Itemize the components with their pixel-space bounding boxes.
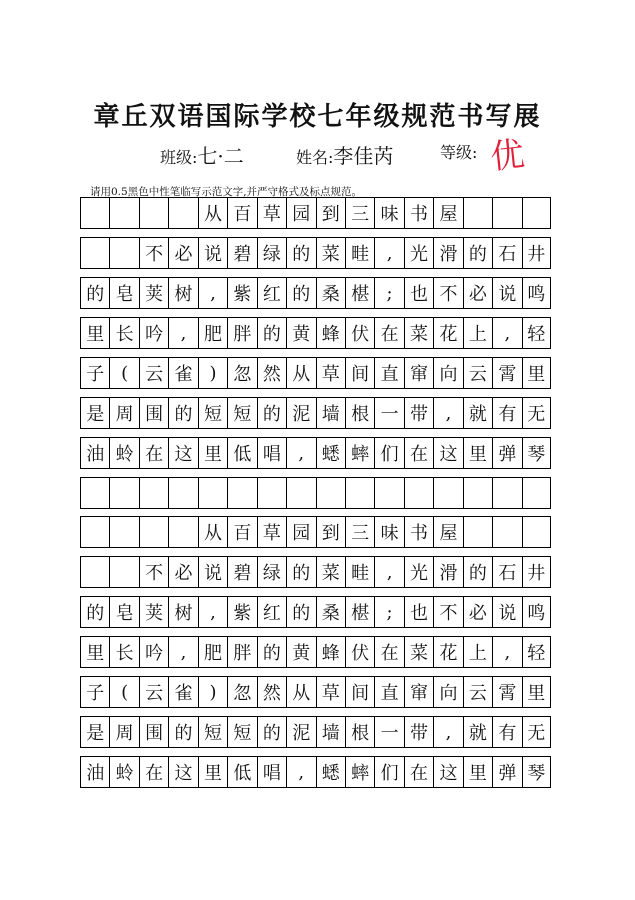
grid-cell: 绿 (257, 557, 286, 587)
grid-cell: 园 (286, 198, 315, 228)
grid-cell: 低 (227, 757, 256, 787)
grid-cell: 油 (80, 438, 109, 468)
grid-cell: 的 (286, 557, 315, 587)
instruction-text: 请用0.5黑色中性笔临写示范文字,并严守格式及标点规范。 (90, 186, 363, 198)
grid-cell: 的 (463, 238, 492, 268)
grid-cell: 轻 (522, 637, 551, 667)
grid-cell: , (168, 318, 197, 348)
grid-cell: 味 (374, 198, 403, 228)
grid-cell: 是 (80, 398, 109, 428)
grid-text-row (80, 756, 551, 788)
grid-cell: 上 (463, 318, 492, 348)
grid-text-row (80, 237, 551, 269)
grid-cell: 的 (463, 557, 492, 587)
grid-cell: 树 (168, 597, 197, 627)
grid-cell (463, 198, 492, 228)
grid-cell: 不 (139, 238, 168, 268)
grid-cell: 蛉 (109, 757, 138, 787)
name-label: 姓名: (296, 148, 334, 167)
grid-cell: 有 (492, 398, 521, 428)
grid-cell: 屋 (433, 198, 462, 228)
grid-cell: 也 (404, 597, 433, 627)
grid-text-row (80, 317, 551, 349)
grid-cell: 蜂 (316, 637, 345, 667)
grid-cell: 然 (257, 358, 286, 388)
grid-cell: 必 (463, 278, 492, 308)
grid-cell: 的 (286, 597, 315, 627)
grid-cell (109, 517, 138, 547)
grid-cell: 屋 (433, 517, 462, 547)
grid-cell: 滑 (433, 238, 462, 268)
grid-cell: 百 (227, 198, 256, 228)
grid-cell: 有 (492, 717, 521, 747)
grid-blank-row (80, 477, 551, 509)
grid-cell: 上 (463, 637, 492, 667)
grid-cell: 鸣 (522, 278, 551, 308)
grid-cell: 的 (286, 278, 315, 308)
grid-cell: 琴 (522, 438, 551, 468)
grid-text-row (80, 556, 551, 588)
grade-mark: 优 (488, 134, 527, 178)
grid-cell: 里 (463, 757, 492, 787)
grid-cell: 吟 (139, 318, 168, 348)
grid-cell: 里 (463, 438, 492, 468)
grid-cell: 墙 (316, 717, 345, 747)
grid-cell (522, 198, 551, 228)
grid-cell: 唱 (257, 757, 286, 787)
grid-cell: 从 (198, 198, 227, 228)
grid-cell: 弹 (492, 438, 521, 468)
grid-cell: 从 (286, 677, 315, 707)
grid-cell: 这 (433, 757, 462, 787)
grid-cell: 肥 (198, 318, 227, 348)
grid-cell: 蟋 (316, 757, 345, 787)
grid-cell: 花 (433, 637, 462, 667)
grid-cell (80, 557, 109, 587)
grid-cell: 百 (227, 517, 256, 547)
grid-cell: 里 (198, 757, 227, 787)
grid-cell: 荚 (139, 278, 168, 308)
grid-cell: 说 (198, 238, 227, 268)
grid-cell: 紫 (227, 278, 256, 308)
grid-cell: 忽 (227, 677, 256, 707)
grid-cell: 短 (227, 717, 256, 747)
grid-cell (227, 478, 256, 508)
grid-text-row (80, 277, 551, 309)
grid-cell: 直 (374, 358, 403, 388)
grid-cell: 红 (257, 597, 286, 627)
grid-cell (404, 478, 433, 508)
grid-cell: 直 (374, 677, 403, 707)
grid-cell (168, 198, 197, 228)
grid-cell: 从 (286, 358, 315, 388)
grid-cell: 雀 (168, 358, 197, 388)
grid-cell (139, 478, 168, 508)
writing-grid-model (80, 197, 551, 517)
grid-text-row (80, 636, 551, 668)
grid-cell: 周 (109, 717, 138, 747)
grid-cell: , (168, 637, 197, 667)
grid-cell: 绿 (257, 238, 286, 268)
grid-cell: 的 (257, 318, 286, 348)
grid-cell: 间 (345, 677, 374, 707)
grid-text-row (80, 716, 551, 748)
grid-cell: 红 (257, 278, 286, 308)
grid-cell: 琴 (522, 757, 551, 787)
grid-cell: 在 (139, 757, 168, 787)
grid-cell (492, 517, 521, 547)
grid-cell (80, 478, 109, 508)
grid-cell: 紫 (227, 597, 256, 627)
grid-cell: 低 (227, 438, 256, 468)
grid-cell: 草 (257, 517, 286, 547)
grid-cell: 然 (257, 677, 286, 707)
grid-cell: 长 (109, 318, 138, 348)
grid-cell (522, 478, 551, 508)
grid-cell: 短 (198, 717, 227, 747)
grid-cell: 周 (109, 398, 138, 428)
class-label: 班级: (160, 148, 198, 167)
grid-cell (522, 517, 551, 547)
grid-cell (286, 478, 315, 508)
grid-cell: 滑 (433, 557, 462, 587)
grid-cell (80, 198, 109, 228)
grid-cell: , (492, 637, 521, 667)
grid-cell (257, 478, 286, 508)
grid-cell: 子 (80, 677, 109, 707)
grid-cell: 的 (168, 398, 197, 428)
grid-cell: 三 (345, 198, 374, 228)
grid-cell: 荚 (139, 597, 168, 627)
grid-cell: 窜 (404, 677, 433, 707)
grid-cell: , (198, 278, 227, 308)
grid-cell (80, 238, 109, 268)
grid-cell: 不 (433, 278, 462, 308)
grid-cell: 云 (139, 358, 168, 388)
grid-cell: 伏 (345, 637, 374, 667)
grid-cell: 唱 (257, 438, 286, 468)
grid-cell: 必 (168, 557, 197, 587)
grid-cell (374, 478, 403, 508)
grid-cell: 味 (374, 517, 403, 547)
grid-cell: 霄 (492, 677, 521, 707)
grid-cell: 无 (522, 398, 551, 428)
grid-cell: 短 (227, 398, 256, 428)
grade-label: 等级: (440, 143, 478, 162)
grid-cell: 间 (345, 358, 374, 388)
grid-cell: 说 (492, 597, 521, 627)
grid-cell: 蜂 (316, 318, 345, 348)
grid-cell: 们 (374, 757, 403, 787)
grid-cell: 在 (404, 438, 433, 468)
grid-cell: 的 (257, 398, 286, 428)
grid-cell (168, 517, 197, 547)
grid-cell: 皂 (109, 278, 138, 308)
grid-cell: 这 (168, 438, 197, 468)
grid-cell: 的 (168, 717, 197, 747)
grid-cell: 菜 (404, 318, 433, 348)
grid-cell: 泥 (286, 398, 315, 428)
grid-cell (198, 478, 227, 508)
grid-cell (139, 517, 168, 547)
grid-cell: 书 (404, 517, 433, 547)
grid-cell: , (433, 717, 462, 747)
grid-cell: 一 (374, 717, 403, 747)
grid-cell: 里 (522, 677, 551, 707)
grid-cell (492, 198, 521, 228)
grid-cell: 不 (139, 557, 168, 587)
grid-cell: 根 (345, 717, 374, 747)
grid-cell: 菜 (316, 557, 345, 587)
grid-cell: 椹 (345, 597, 374, 627)
grid-cell: 无 (522, 717, 551, 747)
grid-cell: 在 (139, 438, 168, 468)
grid-cell: 菜 (316, 238, 345, 268)
grid-cell: 石 (492, 557, 521, 587)
grid-cell: 云 (139, 677, 168, 707)
class-value: 七·二 (197, 144, 244, 168)
grid-cell: ( (109, 677, 138, 707)
grid-cell: 黄 (286, 637, 315, 667)
grid-cell: 长 (109, 637, 138, 667)
grid-cell: 井 (522, 557, 551, 587)
grid-cell: ) (198, 677, 227, 707)
grid-cell: ; (374, 278, 403, 308)
grid-heading-row (80, 197, 551, 229)
grid-cell: 墙 (316, 398, 345, 428)
grid-cell: , (492, 318, 521, 348)
grid-cell (433, 478, 462, 508)
grid-cell: 这 (433, 438, 462, 468)
grid-cell: 到 (316, 198, 345, 228)
grid-cell: 必 (168, 238, 197, 268)
grid-cell: 云 (463, 677, 492, 707)
grid-cell: 草 (316, 358, 345, 388)
grid-cell: 石 (492, 238, 521, 268)
grid-cell: 碧 (227, 238, 256, 268)
grid-cell: 一 (374, 398, 403, 428)
grid-cell: 胖 (227, 637, 256, 667)
grid-text-row (80, 676, 551, 708)
grid-cell: 到 (316, 517, 345, 547)
grid-cell: , (374, 238, 403, 268)
grid-cell: 蟀 (345, 438, 374, 468)
grid-cell: 云 (463, 358, 492, 388)
grid-cell: 也 (404, 278, 433, 308)
grid-cell: , (374, 557, 403, 587)
grid-cell: 忽 (227, 358, 256, 388)
grid-cell: 草 (316, 677, 345, 707)
grid-cell (463, 517, 492, 547)
grid-cell: 弹 (492, 757, 521, 787)
grid-cell: 肥 (198, 637, 227, 667)
grid-cell: 草 (257, 198, 286, 228)
grid-cell: 泥 (286, 717, 315, 747)
grid-cell: 雀 (168, 677, 197, 707)
grid-cell: 三 (345, 517, 374, 547)
grid-cell: 畦 (345, 557, 374, 587)
grid-cell: 的 (80, 278, 109, 308)
grid-cell: 光 (404, 238, 433, 268)
grid-cell: ( (109, 358, 138, 388)
grid-cell: 的 (80, 597, 109, 627)
grid-cell: 里 (80, 637, 109, 667)
grid-cell: 这 (168, 757, 197, 787)
grid-cell: 蛉 (109, 438, 138, 468)
grid-cell: 们 (374, 438, 403, 468)
grid-cell: 里 (198, 438, 227, 468)
grid-cell: 椹 (345, 278, 374, 308)
grid-cell: ; (374, 597, 403, 627)
grid-cell: , (433, 398, 462, 428)
grid-cell (345, 478, 374, 508)
grid-cell (109, 557, 138, 587)
grid-cell: , (286, 757, 315, 787)
grid-cell: 的 (286, 238, 315, 268)
grid-cell: 树 (168, 278, 197, 308)
grid-cell: 短 (198, 398, 227, 428)
grid-cell (492, 478, 521, 508)
grid-cell: 油 (80, 757, 109, 787)
grid-cell: 碧 (227, 557, 256, 587)
grid-cell: 的 (257, 717, 286, 747)
grid-cell: 桑 (316, 278, 345, 308)
grid-cell: 带 (404, 717, 433, 747)
name-field (296, 140, 393, 169)
grid-text-row (80, 397, 551, 429)
grid-cell: 胖 (227, 318, 256, 348)
grid-cell: ) (198, 358, 227, 388)
grid-cell: 伏 (345, 318, 374, 348)
grid-cell: 说 (198, 557, 227, 587)
grid-cell: 向 (433, 677, 462, 707)
grid-cell: 说 (492, 278, 521, 308)
grid-cell (109, 478, 138, 508)
grid-cell: 从 (198, 517, 227, 547)
grid-text-row (80, 437, 551, 469)
grid-cell: 桑 (316, 597, 345, 627)
grid-cell: 园 (286, 517, 315, 547)
grid-cell: 必 (463, 597, 492, 627)
grid-cell: 根 (345, 398, 374, 428)
writing-grid-copy (80, 516, 551, 796)
grid-cell: 里 (80, 318, 109, 348)
grid-cell: 围 (139, 398, 168, 428)
grid-cell (80, 517, 109, 547)
grid-cell (109, 198, 138, 228)
grid-cell: 在 (404, 757, 433, 787)
grid-cell: 在 (374, 637, 403, 667)
grid-cell: , (286, 438, 315, 468)
grid-cell: 鸣 (522, 597, 551, 627)
grid-cell: 菜 (404, 637, 433, 667)
grid-cell: 光 (404, 557, 433, 587)
grid-cell (109, 238, 138, 268)
grid-cell: 黄 (286, 318, 315, 348)
grid-cell: 花 (433, 318, 462, 348)
grid-cell: 向 (433, 358, 462, 388)
page-title: 章丘双语国际学校七年级规范书写展 (93, 102, 542, 132)
grid-cell (316, 478, 345, 508)
grid-cell: 轻 (522, 318, 551, 348)
grid-cell: 皂 (109, 597, 138, 627)
grid-cell: 里 (522, 358, 551, 388)
grid-cell: , (198, 597, 227, 627)
grid-heading-row (80, 516, 551, 548)
grid-cell: 不 (433, 597, 462, 627)
grid-cell: 窜 (404, 358, 433, 388)
name-value: 李佳芮 (333, 144, 394, 168)
grid-cell: 围 (139, 717, 168, 747)
grade-field (440, 140, 477, 163)
grid-cell: 的 (257, 637, 286, 667)
grid-cell (139, 198, 168, 228)
grid-cell: 井 (522, 238, 551, 268)
grid-text-row (80, 357, 551, 389)
grid-cell: 是 (80, 717, 109, 747)
grid-cell: 就 (463, 398, 492, 428)
grid-cell: 就 (463, 717, 492, 747)
grid-cell: 书 (404, 198, 433, 228)
grid-cell: 带 (404, 398, 433, 428)
grid-cell: 吟 (139, 637, 168, 667)
grid-cell (463, 478, 492, 508)
grid-cell: 畦 (345, 238, 374, 268)
grid-cell: 蟋 (316, 438, 345, 468)
grid-cell: 蟀 (345, 757, 374, 787)
grid-text-row (80, 596, 551, 628)
grid-cell: 在 (374, 318, 403, 348)
class-field (160, 140, 244, 169)
grid-cell: 霄 (492, 358, 521, 388)
grid-cell (168, 478, 197, 508)
grid-cell: 子 (80, 358, 109, 388)
